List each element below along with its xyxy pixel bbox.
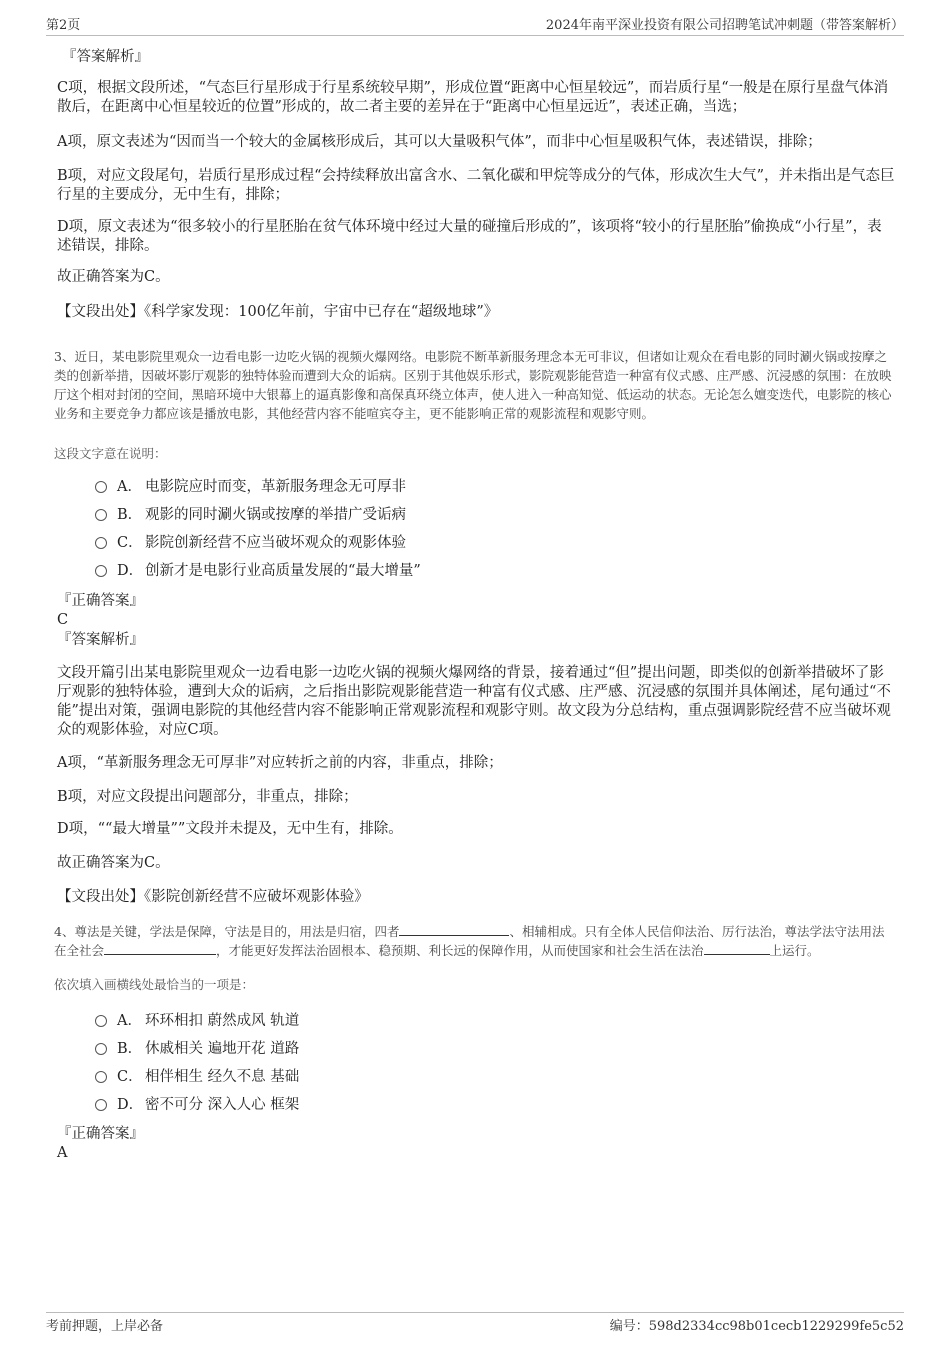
q3-option-d[interactable]: D． 创新才是电影行业高质量发展的“最大增量” xyxy=(95,562,421,581)
blank-1 xyxy=(399,924,509,936)
q3-analysis-d: D项，““最大增量””文段并未提及，无中生有，排除。 xyxy=(57,821,403,837)
document-id: 编号：598d2334cc98b01cecb1229299fe5c52 xyxy=(609,1319,904,1334)
source: 【文段出处】《科学家发现：100亿年前，宇宙中已存在“超级地球”》 xyxy=(57,304,499,320)
q3-analysis: 文段开篇引出某电影院里观众一边看电影一边吃火锅的视频火爆网络的背景，接着通过“但”提出问题，即类似的创新举措破坏了影厅观影的独特体验，遭到大众的诟病，之后指出影院观影能营造一种富有仪式感、庄严感、沉浸感的氛围并具体阐述，尾句通过“不能”提出对策，强调电影院的其他经营内容不能影响正常观影流程和观影守则。故文段为分总结构，重点强调影院经营不应当破坏观众的观影体验，对应C项。 xyxy=(57,665,891,738)
q3-source: 【文段出处】《影院创新经营不应破坏观影体验》 xyxy=(57,889,369,905)
analysis-c: C项，根据文段所述，“气态巨行星形成于行星系统较早期”，形成位置“距离中心恒星较远”，而岩质行星“一般是在原行星盘气体消散后，在距离中心恒星较近的位置”形成的，故二者主要的差异在于“距离中心恒星远近”，表述正确，当选； xyxy=(57,80,889,115)
question-4-prompt: 依次填入画横线处最恰当的一项是： xyxy=(54,977,255,992)
analysis-label: 『答案解析』 xyxy=(62,49,149,65)
header-divider xyxy=(46,35,904,36)
correct-answer-label: 『正确答案』 xyxy=(57,1126,144,1142)
correct-answer: A xyxy=(57,1145,68,1161)
blank-3 xyxy=(704,943,770,955)
q4-option-c[interactable]: C． 相伴相生 经久不息 基础 xyxy=(95,1068,299,1087)
radio-icon[interactable] xyxy=(95,565,107,577)
radio-icon[interactable] xyxy=(95,1071,107,1083)
q3-conclusion: 故正确答案为C。 xyxy=(57,855,170,871)
q3-option-c[interactable]: C． 影院创新经营不应当破坏观众的观影体验 xyxy=(95,534,406,553)
q4-option-b[interactable]: B． 休戚相关 遍地开花 道路 xyxy=(95,1040,299,1059)
q3-option-b[interactable]: B． 观影的同时涮火锅或按摩的举措广受诟病 xyxy=(95,506,406,525)
radio-icon[interactable] xyxy=(95,537,107,549)
blank-2 xyxy=(104,943,216,955)
document-title: 2024年南平深业投资有限公司招聘笔试冲刺题（带答案解析） xyxy=(545,18,904,33)
analysis-b: B项，对应文段尾句，岩质行星形成过程“会持续释放出富含水、二氧化碳和甲烷等成分的气体，形成次生大气”，并未指出是气态巨行星的主要成分，无中生有，排除； xyxy=(57,168,895,203)
correct-answer: C xyxy=(57,612,69,628)
analysis-d: D项，原文表述为“很多较小的行星胚胎在贫气体环境中经过大量的碰撞后形成的”，该项将“较小的行星胚胎”偷换成“小行星”，表述错误，排除。 xyxy=(57,219,882,254)
q4-option-a[interactable]: A． 环环相扣 蔚然成风 轨道 xyxy=(95,1012,299,1031)
page-number: 第2页 xyxy=(46,18,81,33)
radio-icon[interactable] xyxy=(95,509,107,521)
footer-slogan: 考前押题，上岸必备 xyxy=(46,1319,164,1334)
radio-icon[interactable] xyxy=(95,481,107,493)
radio-icon[interactable] xyxy=(95,1043,107,1055)
radio-icon[interactable] xyxy=(95,1099,107,1111)
q3-option-a[interactable]: A． 电影院应时而变，革新服务理念无可厚非 xyxy=(95,478,406,497)
footer-divider xyxy=(46,1312,904,1313)
q3-analysis-a: A项，“革新服务理念无可厚非”对应转折之前的内容，非重点，排除； xyxy=(57,755,503,771)
question-3-text: 3、近日，某电影院里观众一边看电影一边吃火锅的视频火爆网络。电影院不断革新服务理念本无可非议，但诸如让观众在看电影的同时涮火锅或按摩之类的创新举措，因破坏影厅观影的独特体验而遭到大众的诟病。区别于其他娱乐形式，影院观影能营造一种富有仪式感、庄严感、沉浸感的氛围：在放映厅这个相对封闭的空间，黑暗环境中大银幕上的逼真影像和高保真环绕立体声，使人进入一种高知觉、低运动的状态。无论怎么嬗变迭代，电影院的核心业务和主要竞争力都应该是播放电影，其他经营内容不能喧宾夺主，更不能影响正常的观影流程和观影守则。 xyxy=(54,349,892,421)
page-header xyxy=(46,14,904,34)
correct-answer-label: 『正确答案』 xyxy=(57,593,144,609)
question-3-prompt: 这段文字意在说明： xyxy=(54,446,167,461)
q3-analysis-b: B项，对应文段提出问题部分，非重点，排除； xyxy=(57,789,358,805)
q4-option-d[interactable]: D． 密不可分 深入人心 框架 xyxy=(95,1096,299,1115)
question-4-text: 4、尊法是关键，学法是保障，守法是目的，用法是归宿，四者 、相辅相成。只有全体人民信仰法治、厉行法治，尊法学法守法用法在全社会 ，才能更好发挥法治固根本、稳预期、利长远的保障作用，从而使国家和社会生活在法治 上运行。 xyxy=(54,924,885,958)
analysis-label: 『答案解析』 xyxy=(57,632,144,648)
page-footer xyxy=(46,1315,904,1335)
radio-icon[interactable] xyxy=(95,1015,107,1027)
analysis-a: A项，原文表述为“因而当一个较大的金属核形成后，其可以大量吸积气体”，而非中心恒星吸积气体，表述错误，排除； xyxy=(57,134,822,150)
conclusion: 故正确答案为C。 xyxy=(57,269,170,285)
